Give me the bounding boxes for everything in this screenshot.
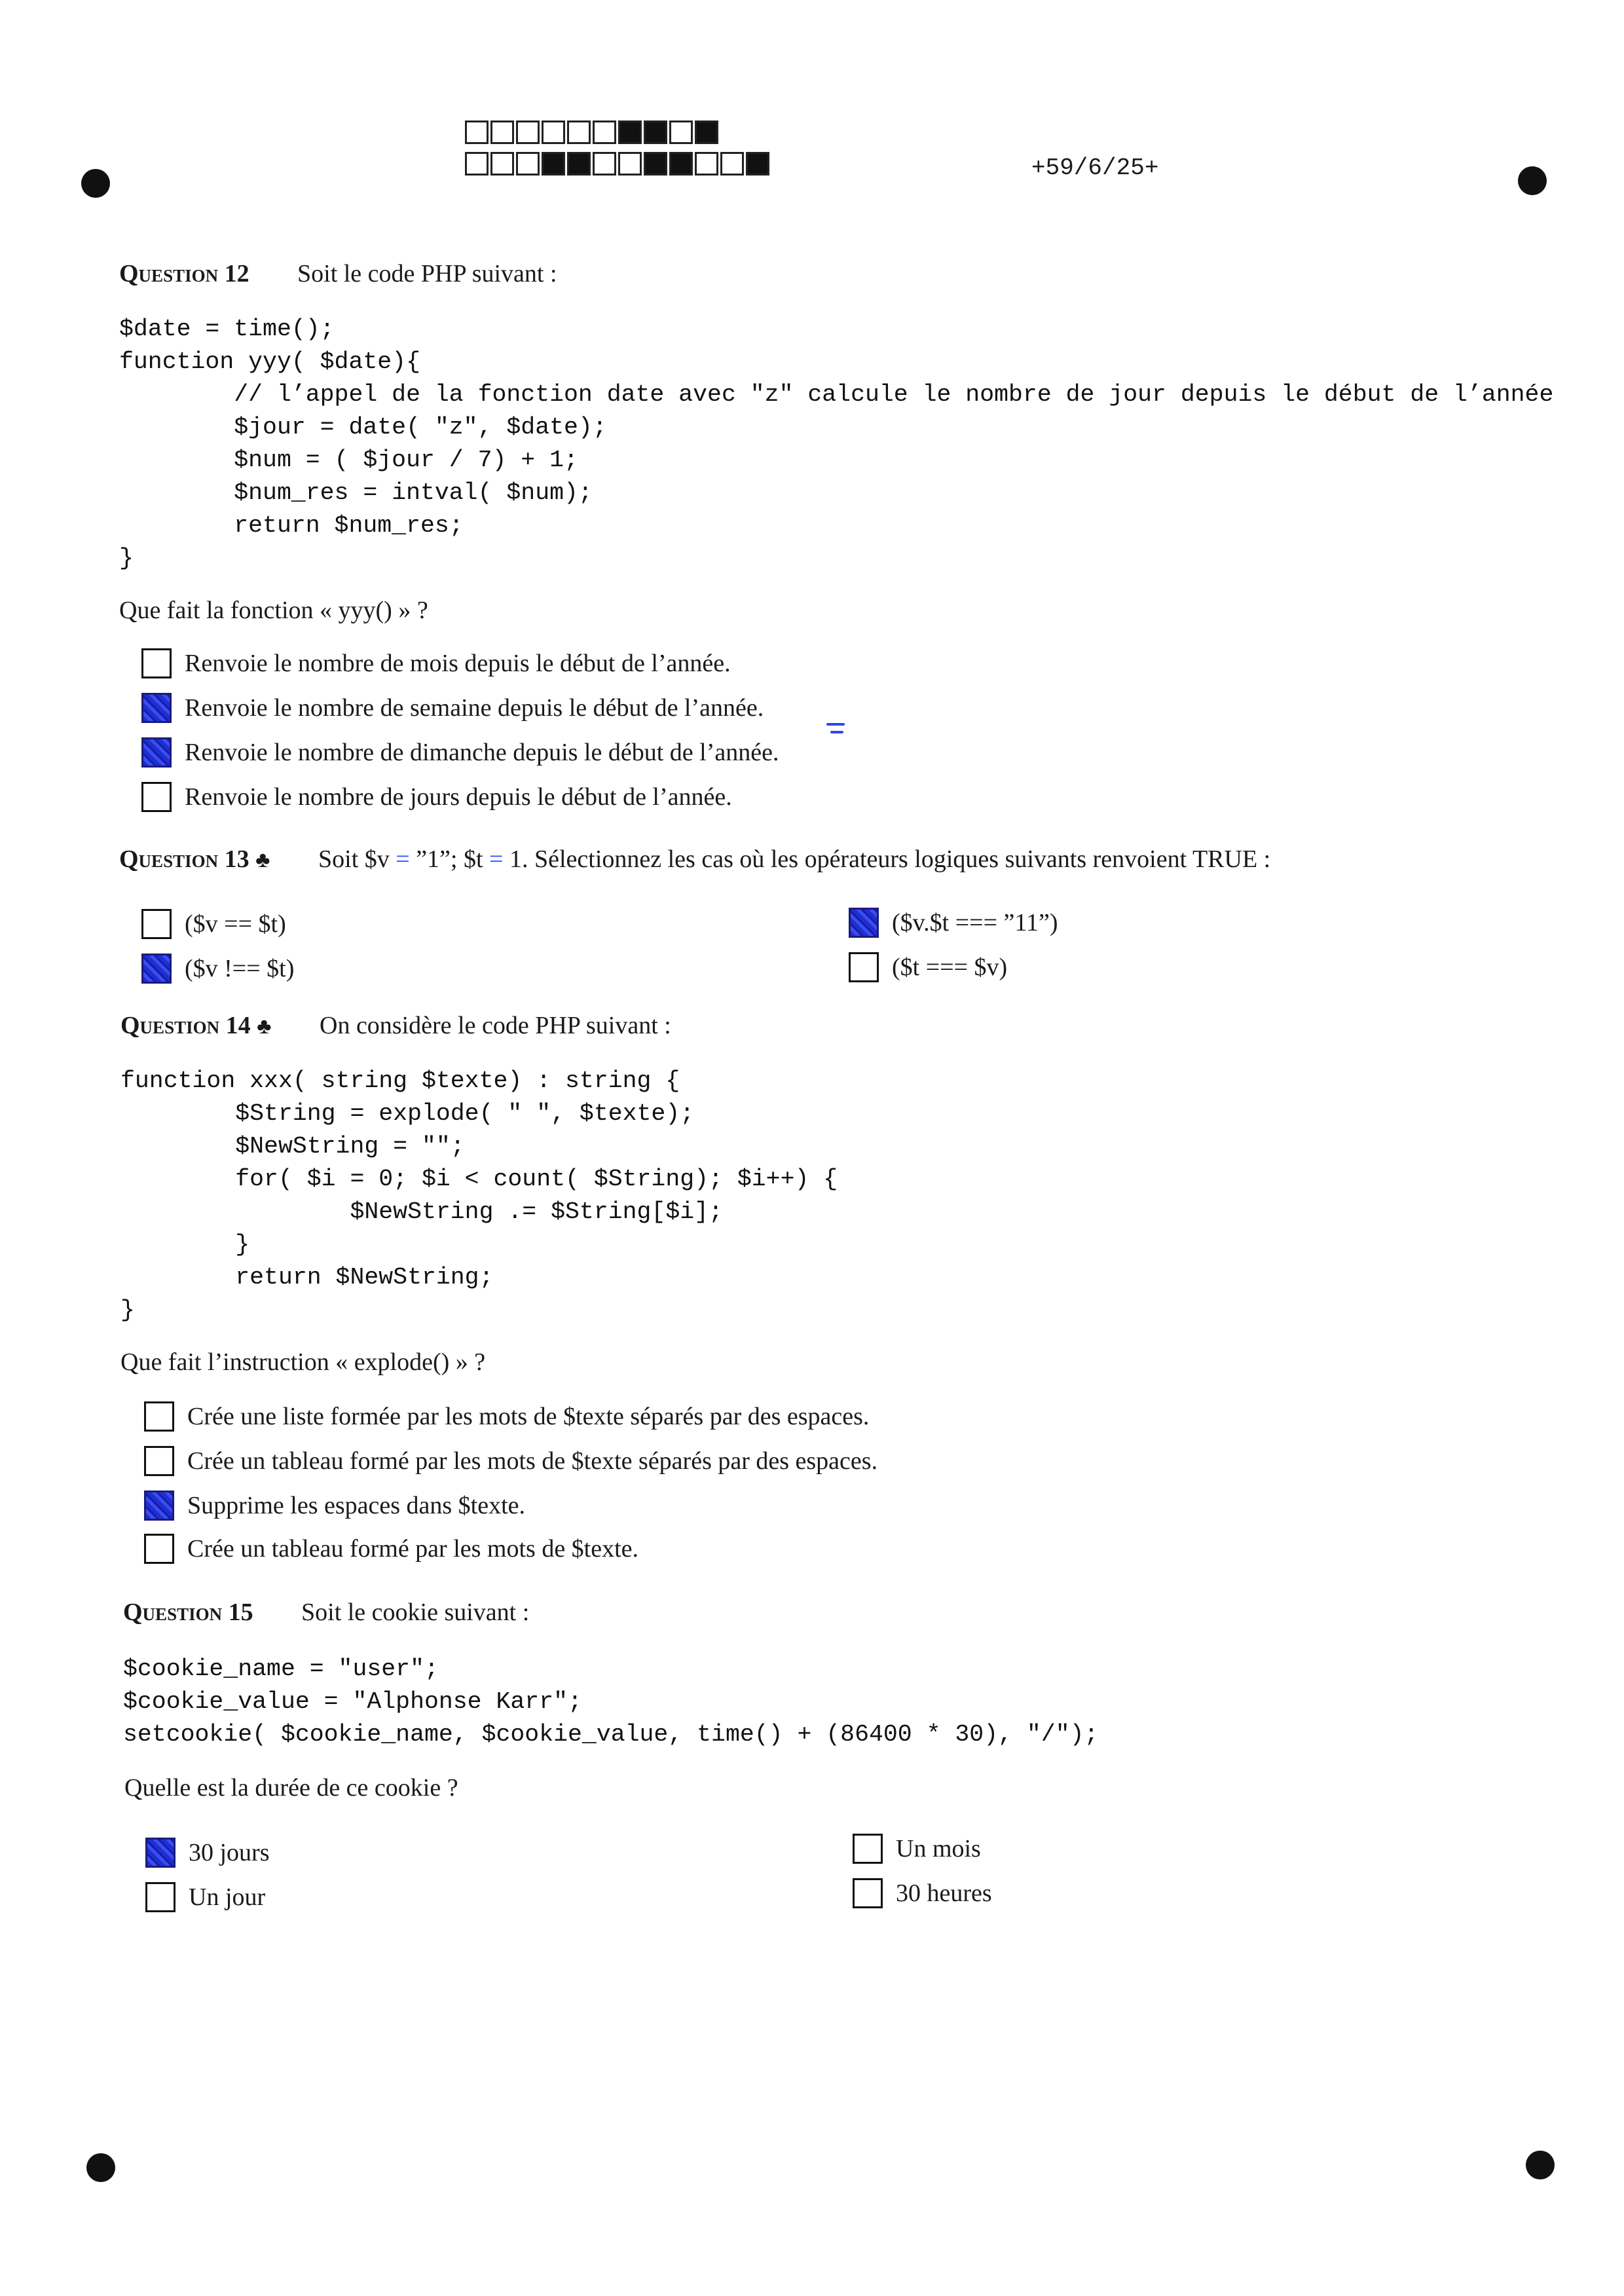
- question-12-title: Question 12: [119, 260, 249, 287]
- q12-option-2[interactable]: [141, 693, 764, 723]
- question-12-question: Que fait la fonction « yyy() » ?: [119, 597, 428, 624]
- question-13-label: [119, 845, 270, 874]
- option-text: ($t === $v): [892, 954, 1008, 981]
- q14-option-1[interactable]: [144, 1401, 869, 1432]
- question-12-code: $date = time(); function yyy( $date){ // l’appel de la fonction date avec "z" calcule le nombre de jour depuis le début de l’année $jour = date( "z", $date); $num = ( $jour / 7) + 1; $num_res = intval( $num); return $num_res; }: [119, 316, 1554, 572]
- option-text: Un jour: [189, 1883, 266, 1911]
- q15-option-3[interactable]: [145, 1882, 265, 1912]
- registration-dot-bottom-right: [1526, 2151, 1555, 2179]
- barcode-cell: [567, 152, 591, 176]
- question-13-prompt: [318, 845, 1270, 874]
- registration-dot-bottom-left: [86, 2153, 115, 2182]
- question-12-prompt: Soit le code PHP suivant :: [297, 260, 557, 287]
- option-text: ($v !== $t): [185, 955, 295, 982]
- barcode-cell: [695, 152, 718, 176]
- barcode-cell: [720, 152, 744, 176]
- checkbox[interactable]: [144, 1401, 174, 1432]
- barcode-cell: [542, 152, 565, 176]
- barcode-cell: [644, 120, 667, 144]
- option-text: 30 jours: [189, 1839, 270, 1866]
- question-13-title: Question 13: [119, 845, 249, 873]
- question-14-prompt: On considère le code PHP suivant :: [320, 1012, 671, 1039]
- option-text: Crée un tableau formé par les mots de $texte séparés par des espaces.: [187, 1447, 878, 1475]
- prompt-part: Soit $v: [318, 845, 396, 873]
- pen-mark: [830, 731, 843, 733]
- barcode-cell: [516, 152, 540, 176]
- checkbox[interactable]: [853, 1834, 883, 1864]
- option-text: Renvoie le nombre de jours depuis le début de l’année.: [185, 783, 732, 811]
- prompt-equal: =: [396, 845, 410, 873]
- barcode-cell: [618, 152, 642, 176]
- option-text: ($v == $t): [185, 910, 286, 938]
- question-15-code: $cookie_name = "user"; $cookie_value = "Alphonse Karr"; setcookie( $cookie_name, $cookie_value, time() + (86400 * 30), "/");: [123, 1656, 1099, 1748]
- question-15-label: [123, 1598, 253, 1627]
- q15-option-2[interactable]: [853, 1834, 981, 1864]
- checkbox[interactable]: [853, 1878, 883, 1908]
- barcode-cell: [593, 152, 616, 176]
- option-text: Crée une liste formée par les mots de $texte séparés par des espaces.: [187, 1403, 870, 1430]
- checkbox[interactable]: [849, 952, 879, 982]
- q14-option-3[interactable]: [144, 1491, 525, 1521]
- question-14-question: Que fait l’instruction « explode() » ?: [120, 1348, 486, 1376]
- option-text: Renvoie le nombre de dimanche depuis le début de l’année.: [185, 739, 779, 766]
- q12-option-3[interactable]: [141, 737, 779, 768]
- prompt-equal: =: [489, 845, 504, 873]
- option-text: Crée un tableau formé par les mots de $texte.: [187, 1535, 639, 1563]
- registration-dot-top-left: [81, 169, 110, 198]
- barcode-cell: [465, 152, 489, 176]
- barcode-cell: [669, 120, 693, 144]
- barcode-cell: [618, 120, 642, 144]
- option-text: Un mois: [896, 1835, 981, 1862]
- barcode-cell: [695, 120, 718, 144]
- q13-option-4[interactable]: [849, 952, 1007, 982]
- checkbox[interactable]: [145, 1838, 175, 1868]
- barcode-cell: [490, 120, 514, 144]
- barcode-cell: [644, 152, 667, 176]
- barcode-cell: [516, 120, 540, 144]
- club-icon: ♣: [255, 848, 270, 872]
- option-text: Supprime les espaces dans $texte.: [187, 1492, 526, 1519]
- barcode-top-row: [465, 120, 720, 144]
- exam-id: +59/6/25+: [1031, 155, 1159, 181]
- barcode-cell: [669, 152, 693, 176]
- barcode-bottom-row: [465, 152, 771, 176]
- q12-option-1[interactable]: [141, 648, 731, 678]
- question-14-title: Question 14: [120, 1012, 251, 1039]
- q15-option-4[interactable]: [853, 1878, 992, 1908]
- registration-dot-top-right: [1518, 166, 1547, 195]
- option-text: 30 heures: [896, 1879, 992, 1907]
- club-icon: ♣: [257, 1014, 272, 1039]
- checkbox[interactable]: [849, 908, 879, 938]
- barcode-cell: [542, 120, 565, 144]
- question-14-code: function xxx( string $texte) : string { $String = explode( " ", $texte); $NewString = ""; for( $i = 0; $i < count( $String); $i++) { $NewString .= $String[$i]; } return $NewString; }: [120, 1067, 838, 1324]
- q14-option-2[interactable]: [144, 1446, 877, 1476]
- q12-option-4[interactable]: [141, 782, 732, 812]
- checkbox[interactable]: [144, 1534, 174, 1564]
- option-text: Renvoie le nombre de mois depuis le début de l’année.: [185, 650, 731, 677]
- pen-mark: [826, 723, 845, 726]
- barcode-cell: [746, 152, 769, 176]
- question-14-label: [120, 1011, 271, 1040]
- checkbox[interactable]: [141, 782, 172, 812]
- checkbox[interactable]: [141, 909, 172, 939]
- q13-option-1[interactable]: [141, 909, 286, 939]
- checkbox[interactable]: [145, 1882, 175, 1912]
- option-text: Renvoie le nombre de semaine depuis le début de l’année.: [185, 694, 764, 722]
- question-12-label: [119, 259, 249, 288]
- barcode-cell: [490, 152, 514, 176]
- question-15-title: Question 15: [123, 1599, 253, 1626]
- checkbox[interactable]: [141, 954, 172, 984]
- option-text: ($v.$t === ”11”): [892, 909, 1058, 936]
- checkbox[interactable]: [141, 648, 172, 678]
- checkbox[interactable]: [144, 1446, 174, 1476]
- prompt-part: ”1”; $t: [409, 845, 490, 873]
- prompt-part: 1. Sélectionnez les cas où les opérateurs logiques suivants renvoient TRUE :: [503, 845, 1271, 873]
- q15-option-1[interactable]: [145, 1838, 270, 1868]
- checkbox[interactable]: [144, 1491, 174, 1521]
- question-15-prompt: Soit le cookie suivant :: [301, 1599, 530, 1626]
- checkbox[interactable]: [141, 693, 172, 723]
- checkbox[interactable]: [141, 737, 172, 768]
- q14-option-4[interactable]: [144, 1534, 638, 1564]
- q13-option-2[interactable]: [849, 908, 1058, 938]
- barcode-cell: [567, 120, 591, 144]
- barcode-cell: [465, 120, 489, 144]
- barcode-cell: [593, 120, 616, 144]
- question-15-question: Quelle est la durée de ce cookie ?: [124, 1774, 458, 1802]
- q13-option-3[interactable]: [141, 954, 294, 984]
